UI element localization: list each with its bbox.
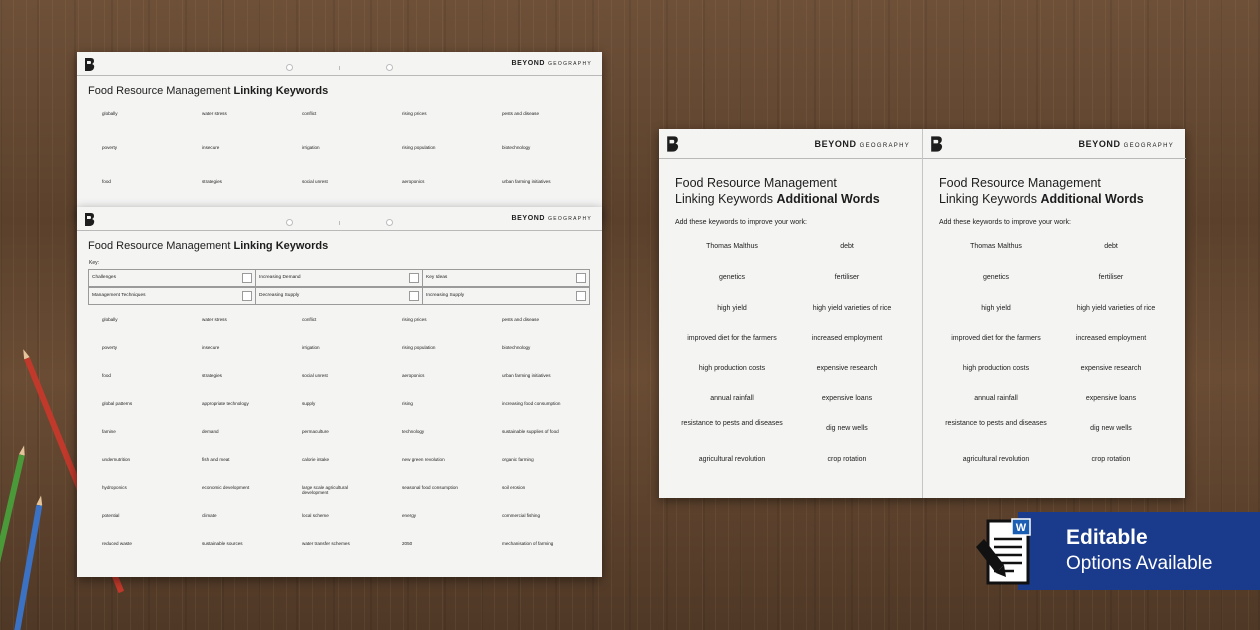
- key-colour-box[interactable]: [576, 291, 586, 301]
- key-text: Challenges: [92, 275, 117, 280]
- keyword: urban farming initiatives: [502, 373, 551, 378]
- key-cell-management-techniques: [88, 287, 256, 305]
- key-colour-box[interactable]: [409, 273, 419, 283]
- additional-words-panel-right: [923, 129, 1186, 498]
- logo-icon: [84, 58, 95, 71]
- brand-thin: GEOGRAPHY: [1123, 143, 1174, 149]
- panel-header: [923, 129, 1186, 159]
- brand-bold: BEYOND: [511, 215, 546, 222]
- keyword: aeroponics: [402, 179, 425, 184]
- center-tick: [339, 221, 340, 225]
- keyword: organic farming: [502, 457, 534, 462]
- additional-words-card: [659, 129, 1185, 498]
- additional-word: crop rotation: [1091, 456, 1131, 463]
- panel-header: [659, 129, 922, 159]
- additional-word: Thomas Malthus: [970, 243, 1022, 250]
- additional-word: genetics: [718, 274, 746, 281]
- keyword: calorie intake: [302, 457, 330, 462]
- additional-word: agricultural revolution: [962, 456, 1030, 463]
- keyword: large scale agricultural development: [302, 485, 348, 496]
- brand-label: [815, 139, 910, 149]
- keyword: rising prices: [402, 317, 427, 322]
- keyword: irrigation: [302, 145, 320, 150]
- title-line1: Food Resource Management: [675, 176, 837, 190]
- additional-word: debt: [840, 243, 854, 250]
- keyword: strategies: [202, 373, 222, 378]
- keyword: undernutrition: [102, 457, 131, 462]
- keyword: technology: [402, 429, 425, 434]
- sheet-title: [88, 240, 328, 252]
- additional-word: dig new wells: [1090, 425, 1132, 432]
- keyword: conflict: [302, 111, 317, 116]
- brand-thin: GEOGRAPHY: [548, 216, 592, 222]
- additional-word: genetics: [982, 274, 1010, 281]
- additional-word: high production costs: [698, 365, 766, 372]
- keyword: water stress: [202, 111, 227, 116]
- key-cell-increasing-demand: [255, 269, 423, 287]
- title-bold: Additional Words: [776, 192, 880, 206]
- keyword: water stress: [202, 317, 227, 322]
- keyword: new green revolution: [402, 457, 445, 462]
- keyword: insecure: [202, 145, 220, 150]
- title-plain: Food Resource Management: [88, 85, 231, 97]
- keyword: insecure: [202, 345, 220, 350]
- key-cell-key-ideas: [422, 269, 590, 287]
- logo-icon: [84, 213, 95, 226]
- brand-bold: BEYOND: [814, 139, 857, 149]
- keyword: biotechnology: [502, 145, 531, 150]
- keyword: climate: [202, 513, 217, 518]
- center-tick: [339, 66, 340, 70]
- keyword: demand: [202, 429, 219, 434]
- keyword: sustainable sources: [202, 541, 243, 546]
- keyword: famine: [102, 429, 116, 434]
- additional-word: increased employment: [811, 335, 883, 342]
- additional-word: fertiliser: [834, 274, 860, 281]
- keyword: globally: [102, 317, 118, 322]
- keyword: commercial fishing: [502, 513, 541, 518]
- additional-word: expensive loans: [821, 395, 873, 402]
- additional-word: dig new wells: [826, 425, 868, 432]
- punch-hole: [286, 64, 293, 71]
- additional-word: high yield varieties of rice: [1076, 305, 1156, 312]
- title-bold: Linking Keywords: [233, 240, 329, 252]
- key-label: Key:: [89, 260, 100, 266]
- title-line1: Food Resource Management: [939, 176, 1101, 190]
- panel-title: [939, 175, 1144, 207]
- brand-bold: BEYOND: [1078, 139, 1121, 149]
- title-plain: Food Resource Management: [88, 240, 231, 252]
- additional-word: debt: [1104, 243, 1118, 250]
- additional-word: agricultural revolution: [698, 456, 766, 463]
- additional-word: improved diet for the farmers: [951, 335, 1041, 342]
- keyword: biotechnology: [502, 345, 531, 350]
- title-plain: Linking Keywords: [939, 192, 1037, 206]
- title-bold: Linking Keywords: [233, 85, 329, 97]
- worksheet-back: [77, 52, 602, 217]
- keyword: food: [102, 179, 111, 184]
- keyword: conflict: [302, 317, 317, 322]
- keyword: poverty: [102, 145, 118, 150]
- additional-word: expensive research: [816, 365, 878, 372]
- key-text: Management Techniques: [92, 293, 146, 298]
- additional-word: high production costs: [962, 365, 1030, 372]
- keyword: energy: [402, 513, 417, 518]
- keyword: hydroponics: [102, 485, 127, 490]
- title-bold: Additional Words: [1040, 192, 1144, 206]
- key-text: Increasing Supply: [426, 293, 465, 298]
- title-line2: [939, 191, 1144, 207]
- keyword: 2050: [402, 541, 413, 546]
- additional-word: Thomas Malthus: [706, 243, 758, 250]
- keyword: rising: [402, 401, 413, 406]
- key-colour-box[interactable]: [242, 291, 252, 301]
- keyword: fish and meat: [202, 457, 230, 462]
- keyword: strategies: [202, 179, 222, 184]
- keyword: pests and disease: [502, 111, 540, 116]
- keyword: soil erosion: [502, 485, 526, 490]
- logo-icon: [666, 136, 679, 152]
- badge-subtitle: Options Available: [1066, 553, 1213, 574]
- keyword: aeroponics: [402, 373, 425, 378]
- worksheet-front: [77, 207, 602, 577]
- additional-word: annual rainfall: [974, 395, 1018, 402]
- sheet-header: [77, 52, 602, 76]
- editable-options-badge[interactable]: [1015, 512, 1260, 590]
- keyword: globally: [102, 111, 118, 116]
- title-plain: Linking Keywords: [675, 192, 773, 206]
- keyword: supply: [302, 401, 316, 406]
- brand-label: [512, 60, 593, 67]
- additional-word: high yield: [717, 305, 747, 312]
- keyword: increasing food consumption: [502, 401, 561, 406]
- keyword: irrigation: [302, 345, 320, 350]
- brand-thin: GEOGRAPHY: [859, 143, 910, 149]
- additional-word: increased employment: [1075, 335, 1147, 342]
- key-colour-box[interactable]: [576, 273, 586, 283]
- additional-word: expensive loans: [1085, 395, 1137, 402]
- keyword: seasonal food consumption: [402, 485, 458, 490]
- keyword: rising prices: [402, 111, 427, 116]
- additional-words-panel-left: [659, 129, 922, 498]
- additional-word: expensive research: [1080, 365, 1142, 372]
- keyword: urban farming initiatives: [502, 179, 551, 184]
- punch-hole: [386, 64, 393, 71]
- logo-icon: [930, 136, 943, 152]
- keyword: reduced waste: [102, 541, 132, 546]
- word-letter: W: [1015, 522, 1027, 534]
- keyword: social unrest: [302, 373, 328, 378]
- punch-hole: [386, 219, 393, 226]
- additional-word: high yield: [981, 305, 1011, 312]
- blue-pencil: [12, 495, 44, 630]
- key-text: Decreasing Supply: [259, 293, 300, 298]
- editable-document-icon: [974, 517, 1032, 587]
- keyword: global patterns: [102, 401, 133, 406]
- additional-word: improved diet for the farmers: [687, 335, 777, 342]
- key-cell-increasing-supply: [422, 287, 590, 305]
- keyword: food: [102, 373, 111, 378]
- punch-hole: [286, 219, 293, 226]
- panel-subhead: Add these keywords to improve your work:: [939, 219, 1071, 226]
- brand-label: [1079, 139, 1174, 149]
- sheet-header: [77, 207, 602, 231]
- keyword: mechanisation of farming: [502, 541, 554, 546]
- additional-word: high yield varieties of rice: [812, 305, 892, 312]
- panel-title: [675, 175, 880, 207]
- badge-title: Editable: [1066, 526, 1148, 549]
- title-line2: [675, 191, 880, 207]
- keyword: sustainable supplies of food: [502, 429, 559, 434]
- keyword: pests and disease: [502, 317, 540, 322]
- additional-word: resistance to pests and diseases: [945, 420, 1047, 427]
- additional-word: crop rotation: [827, 456, 867, 463]
- keyword: economic development: [202, 485, 250, 490]
- key-text: Key Ideas: [426, 275, 448, 280]
- sheet-title: [88, 85, 328, 97]
- additional-word: fertiliser: [1098, 274, 1124, 281]
- keyword: rising population: [402, 145, 436, 150]
- keyword: appropriate technology: [202, 401, 249, 406]
- key-text: Increasing Demand: [259, 275, 301, 280]
- keyword: poverty: [102, 345, 118, 350]
- keyword: potential: [102, 513, 120, 518]
- additional-word: resistance to pests and diseases: [681, 420, 783, 427]
- brand-thin: GEOGRAPHY: [548, 61, 592, 67]
- keyword: rising population: [402, 345, 436, 350]
- key-colour-box[interactable]: [409, 291, 419, 301]
- keyword: social unrest: [302, 179, 328, 184]
- key-colour-box[interactable]: [242, 273, 252, 283]
- brand-bold: BEYOND: [511, 60, 546, 67]
- keyword: water transfer schemes: [302, 541, 350, 546]
- keyword: permaculture: [302, 429, 329, 434]
- brand-label: [512, 215, 593, 222]
- panel-subhead: Add these keywords to improve your work:: [675, 219, 807, 226]
- additional-word: annual rainfall: [710, 395, 754, 402]
- keyword: local scheme: [302, 513, 329, 518]
- key-cell-challenges: [88, 269, 256, 287]
- key-cell-decreasing-supply: [255, 287, 423, 305]
